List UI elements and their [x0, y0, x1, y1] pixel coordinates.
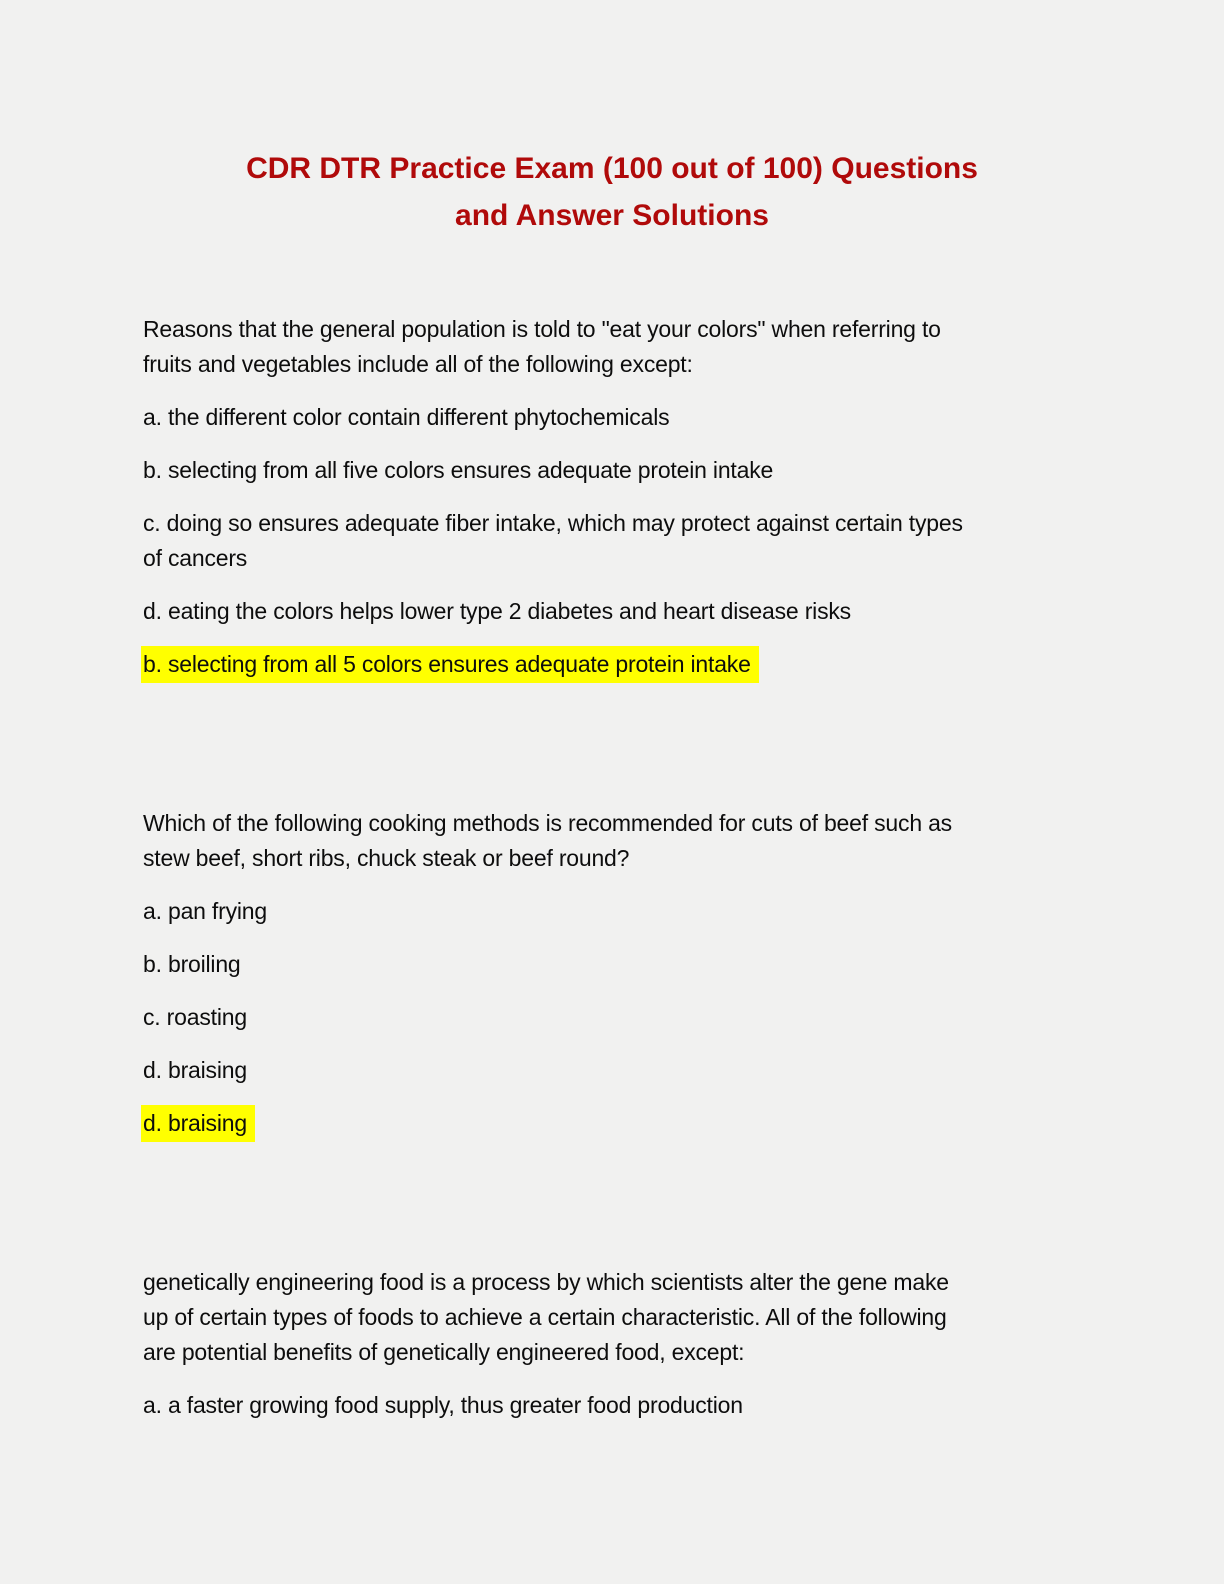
- question-1-option-c-line-2: of cancers: [143, 545, 248, 571]
- question-2-option-c-text: c. roasting: [143, 1004, 247, 1030]
- question-1-option-c: [143, 506, 1081, 576]
- question-1-option-b: [143, 453, 1081, 488]
- blank-gap-1: [143, 700, 1081, 806]
- blank-gap-2: [143, 1159, 1081, 1265]
- question-2-option-d: [143, 1053, 1081, 1088]
- question-1-option-b-text: b. selecting from all five colors ensures adequate protein intake: [143, 457, 774, 483]
- question-1-option-a-text: a. the different color contain different phytochemicals: [143, 404, 670, 430]
- question-3-prompt-line-2: up of certain types of foods to achieve a certain characteristic. All of the following: [143, 1304, 947, 1330]
- question-2-option-d-text: d. braising: [143, 1057, 247, 1083]
- question-1-answer-highlight: b. selecting from all 5 colors ensures adequate protein intake: [141, 646, 759, 683]
- page-title-line-1: CDR DTR Practice Exam (100 out of 100) Questions: [246, 152, 978, 185]
- question-1-option-a: [143, 400, 1081, 435]
- question-3-prompt-line-3: are potential benefits of genetically engineered food, except:: [143, 1339, 745, 1365]
- question-1-prompt-line-1: Reasons that the general population is told to "eat your colors" when referring to: [143, 316, 941, 342]
- question-2-prompt-line-2: stew beef, short ribs, chuck steak or beef round?: [143, 845, 630, 871]
- question-3-prompt: [143, 1265, 1081, 1370]
- question-2-option-c: [143, 1000, 1081, 1035]
- question-2-option-a-text: a. pan frying: [143, 898, 267, 924]
- question-2-prompt: [143, 806, 1081, 876]
- question-2-option-a: [143, 894, 1081, 929]
- question-2-option-b: [143, 947, 1081, 982]
- question-2-prompt-line-1: Which of the following cooking methods is recommended for cuts of beef such as: [143, 810, 952, 836]
- question-1-prompt: [143, 312, 1081, 382]
- question-1-option-c-line-1: c. doing so ensures adequate fiber intake, which may protect against certain types: [143, 510, 963, 536]
- page-title: [143, 145, 1081, 239]
- question-3-option-a: [143, 1388, 1081, 1423]
- question-2-option-b-text: b. broiling: [143, 951, 241, 977]
- question-3-prompt-line-1: genetically engineering food is a process by which scientists alter the gene make: [143, 1269, 949, 1295]
- question-2-answer-highlight: d. braising: [141, 1105, 255, 1142]
- question-2-answer: [143, 1106, 1081, 1141]
- question-1-answer: [143, 647, 1081, 682]
- page-title-line-2: and Answer Solutions: [455, 199, 769, 232]
- question-1-prompt-line-2: fruits and vegetables include all of the following except:: [143, 351, 693, 377]
- question-1-option-d: [143, 594, 1081, 629]
- question-1-option-d-text: d. eating the colors helps lower type 2 diabetes and heart disease risks: [143, 598, 851, 624]
- question-3-option-a-text: a. a faster growing food supply, thus greater food production: [143, 1392, 743, 1418]
